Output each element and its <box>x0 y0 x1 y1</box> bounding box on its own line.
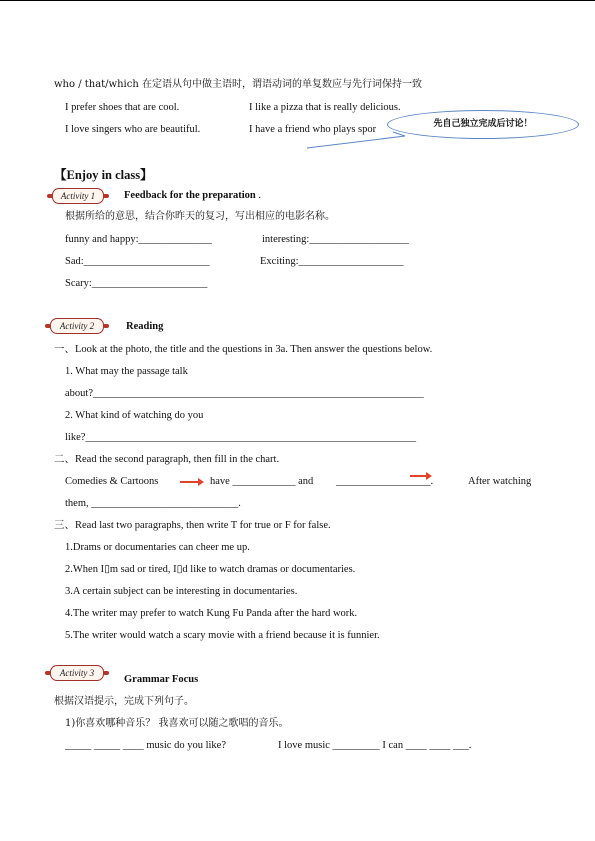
question-2-answer[interactable]: like?_______________________________________________________________ <box>65 432 417 443</box>
activity-1-instruction: 根据所给的意思，结合你昨天的复习，写出相应的电影名称。 <box>65 211 335 222</box>
activity-3-badge: Activity 3 <box>50 665 104 681</box>
true-false-item-1: 1.Drams or documentaries can cheer me up. <box>65 542 250 553</box>
funny-and-happy-blank[interactable]: funny and happy:______________ <box>65 234 212 245</box>
example-sentence-2: I like a pizza that is really delicious. <box>249 102 401 113</box>
grammar-item-1: 1)你喜欢哪种音乐？ 我喜欢可以随之歌唱的音乐。 <box>65 718 289 729</box>
chart-have-blank[interactable]: have ____________ and <box>210 476 314 487</box>
grammar-answer-blank[interactable]: I love music _________ I can ____ ____ ___. <box>278 740 472 751</box>
interesting-blank[interactable]: interesting:___________________ <box>262 234 409 245</box>
true-false-item-4: 4.The writer may prefer to watch Kung Fu Panda after the hard work. <box>65 608 358 619</box>
activity-1-badge: Activity 1 <box>52 188 104 204</box>
activity-2-title: Reading <box>126 321 164 332</box>
question-1-line-1: 1. What may the passage talk <box>65 366 188 377</box>
chart-arrow-1-icon <box>180 481 202 483</box>
sad-blank[interactable]: Sad:________________________ <box>65 256 210 267</box>
example-sentence-3: I love singers who are beautiful. <box>65 124 201 135</box>
reading-part-2: 二、Read the second paragraph, then fill in the chart. <box>54 454 280 465</box>
example-sentence-1: I prefer shoes that are cool. <box>65 102 180 113</box>
section-title: 【Enjoy in class】 <box>54 168 153 182</box>
chart-them-blank[interactable]: them, ____________________________. <box>65 498 241 509</box>
true-false-item-5: 5.The writer would watch a scary movie with a friend because it is funnier. <box>65 630 380 641</box>
scary-blank[interactable]: Scary:______________________ <box>65 278 208 289</box>
question-1-answer[interactable]: about?_______________________________________________________________ <box>65 388 424 399</box>
reading-part-1: 一、Look at the photo, the title and the questions in 3a. Then answer the questions below. <box>54 344 433 355</box>
question-2-line-1: 2. What kind of watching do you <box>65 410 204 421</box>
activity-1-title <box>124 189 261 203</box>
callout-bubble: 先自己独立完成后讨论！ <box>387 110 579 139</box>
activity-2-badge: Activity 2 <box>50 318 104 334</box>
activity-3-title: Grammar Focus <box>124 674 199 685</box>
activity-1-title-text: Feedback for the preparation <box>124 190 256 201</box>
example-sentence-4: I have a friend who plays spor <box>249 124 377 135</box>
exciting-blank[interactable]: Exciting:____________________ <box>260 256 404 267</box>
reading-part-3: 三、Read last two paragraphs, then write T for true or F for false. <box>54 520 331 531</box>
chart-second-blank[interactable]: __________________. <box>336 476 434 487</box>
chart-after-watching: After watching <box>468 476 532 487</box>
grammar-rule: who / that/which 在定语从句中做主语时，谓语动词的单复数应与先行词保持一致 <box>54 79 422 90</box>
grammar-question-blank[interactable]: _____ _____ ____ music do you like? <box>65 740 226 751</box>
chart-subject: Comedies & Cartoons <box>65 476 159 487</box>
true-false-item-2: 2.When I▯m sad or tired, I▯d like to watch dramas or documentaries. <box>65 564 356 575</box>
activity-3-instruction: 根据汉语提示，完成下列句子。 <box>54 696 194 707</box>
activity-1-title-end: . <box>255 190 261 201</box>
top-rule <box>0 0 595 1</box>
true-false-item-3: 3.A certain subject can be interesting in documentaries. <box>65 586 298 597</box>
